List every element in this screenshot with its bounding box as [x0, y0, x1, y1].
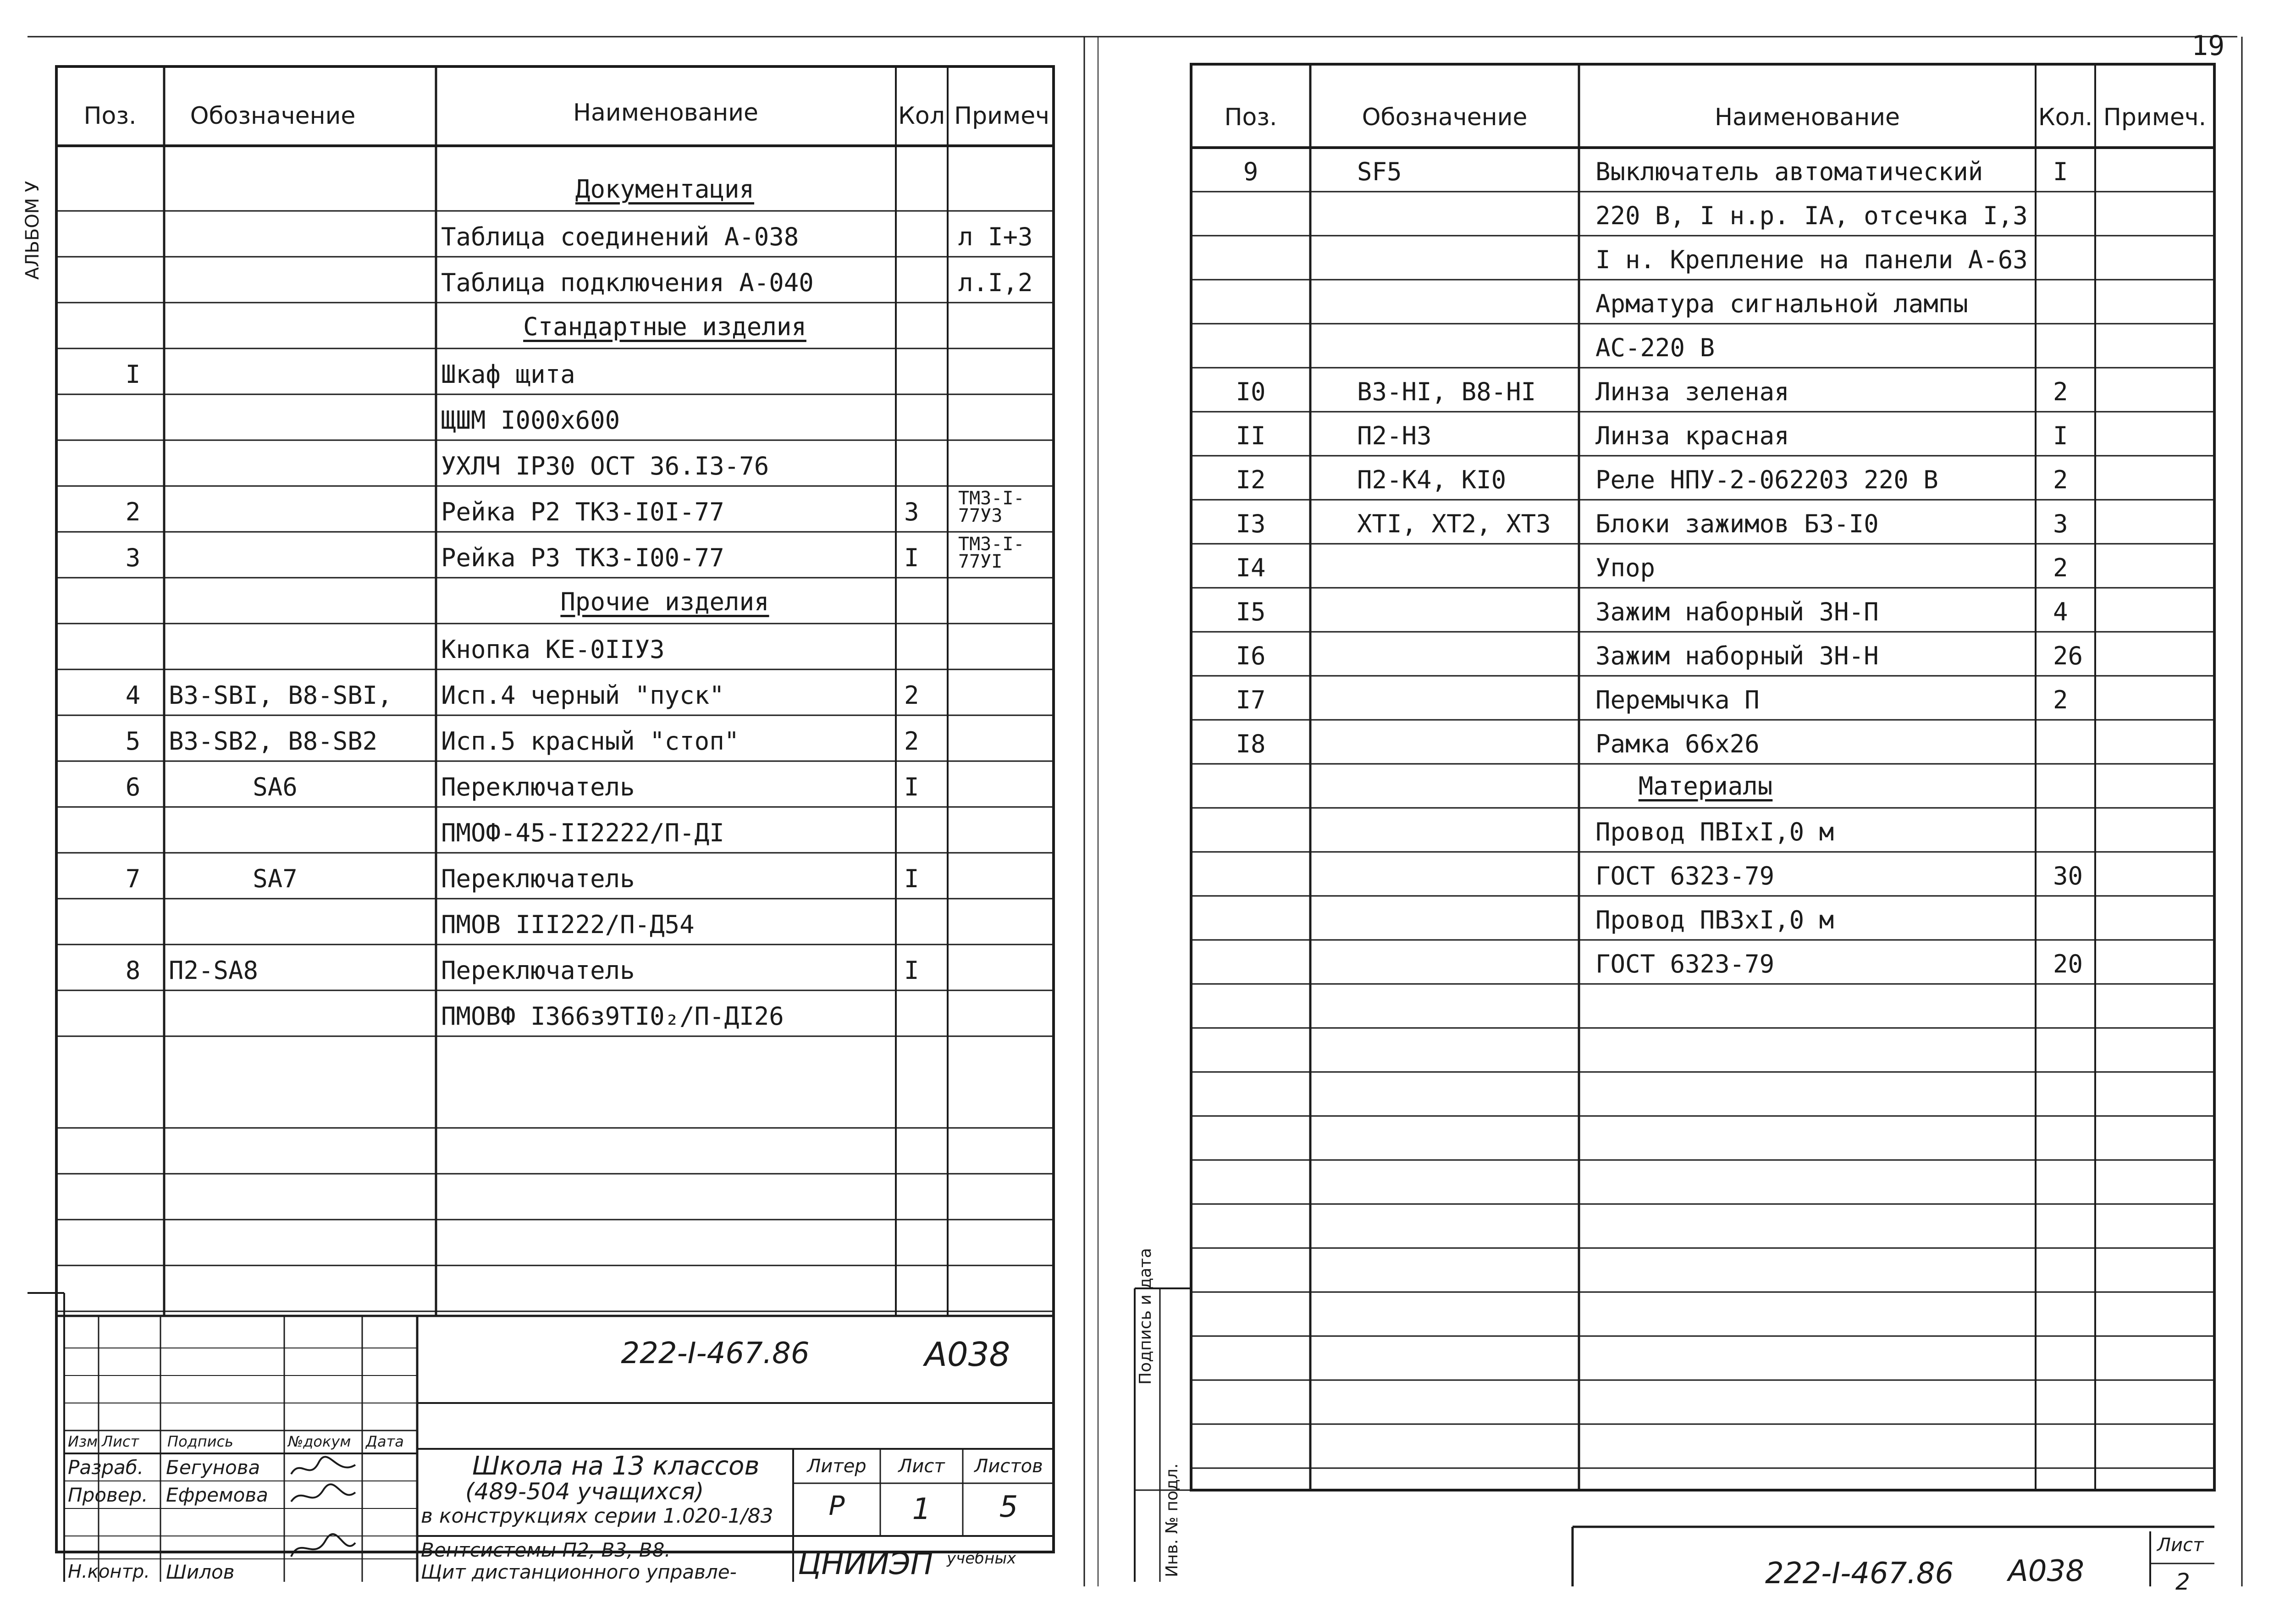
left-cell-name: ЩШМ I000х600 — [441, 406, 620, 435]
left-cell-designation: SA7 — [253, 864, 298, 893]
system-line-2: Щит дистанционного управле- — [421, 1561, 737, 1583]
stamp-col-list: Лист — [102, 1433, 139, 1450]
left-cell-pos: 4 — [125, 681, 141, 710]
right-cell-qty: 4 — [2053, 597, 2068, 626]
org-sub: учебных — [947, 1549, 1016, 1568]
signatures — [287, 1453, 362, 1563]
stamp-col-date: Дата — [366, 1433, 404, 1450]
right-cell-qty: 2 — [2053, 377, 2068, 406]
side-label-inv-no: Инв. № подл. — [1163, 1463, 1181, 1577]
left-cell-qty: 2 — [904, 681, 919, 710]
left-cell-name: Таблица подключения А-040 — [441, 268, 814, 297]
stage-value: Р — [828, 1490, 845, 1521]
right-cell-name: АС-220 В — [1595, 333, 1715, 362]
name-developer: Бегунова — [166, 1456, 260, 1479]
stamp-col-doc-no: №докум — [288, 1433, 351, 1450]
right-cell-designation: ХТI, ХТ2, ХТ3 — [1357, 509, 1551, 538]
right-sheet-value: 2 — [2175, 1569, 2190, 1595]
left-cell-name: Переключатель — [441, 956, 635, 985]
right-cell-name: ГОСТ 6323-79 — [1595, 950, 1775, 978]
sheet-label: Лист — [898, 1456, 945, 1477]
album-label: АЛЬБОМ У — [22, 181, 43, 280]
left-cell-note: л I+3 — [958, 222, 1033, 251]
right-doc-code: 222-I-467.86 — [1765, 1557, 1954, 1591]
left-cell-pos: 6 — [125, 773, 141, 801]
right-cell-pos: I3 — [1236, 509, 1266, 538]
right-cell-qty: 30 — [2053, 862, 2083, 890]
right-cell-name: Реле НПУ-2-062203 220 В — [1595, 465, 1938, 494]
left-cell-pos: 5 — [125, 727, 141, 756]
right-cell-name: Перемычка П — [1595, 685, 1760, 714]
left-header-note: Примеч — [954, 102, 1049, 130]
left-cell-name: Исп.4 черный "пуск" — [441, 681, 724, 710]
left-cell-name: УХЛЧ IР30 ОСТ 36.I3-76 — [441, 452, 769, 481]
name-norm-control: Шилов — [166, 1561, 235, 1583]
right-sheet-label: Лист — [2157, 1535, 2204, 1556]
org-name: ЦНИИЭП — [798, 1546, 933, 1581]
system-line-1: Вентсистемы П2, В3, В8. — [421, 1539, 671, 1561]
right-cell-name: Линза зеленая — [1595, 377, 1789, 406]
left-cell-pos: 8 — [125, 956, 141, 985]
right-cell-qty: 20 — [2053, 950, 2083, 978]
right-cell-designation: П2-Н3 — [1357, 421, 1432, 450]
left-cell-note: л.I,2 — [958, 268, 1033, 297]
right-cell-pos: II — [1236, 421, 1266, 450]
left-cell-designation: В3-SBI, В8-SBI, — [169, 681, 392, 710]
stamp-col-izm: Изм — [68, 1433, 98, 1450]
left-cell-pos: 2 — [125, 497, 141, 526]
right-header-name: Наименование — [1714, 104, 1900, 131]
left-cell-name: Кнопка КЕ-0IIУЗ — [441, 635, 665, 664]
right-cell-name: ГОСТ 6323-79 — [1595, 862, 1775, 890]
role-norm-control: Н.контр. — [68, 1561, 150, 1582]
right-cell-name: Арматура сигнальной лампы — [1595, 289, 1968, 318]
right-cell-designation: П2-К4, КI0 — [1357, 465, 1507, 494]
left-cell-qty: I — [904, 864, 919, 893]
left-cell-qty: 3 — [904, 497, 919, 526]
left-header-name: Наименование — [573, 99, 759, 127]
right-cell-pos: I2 — [1236, 465, 1266, 494]
left-header-designation: Обозначение — [190, 102, 356, 130]
left-cell-note: ТМЗ-I-77УI — [958, 534, 1025, 572]
right-cell-name: 220 В, I н.р. IА, отсечка I,3 — [1595, 201, 2028, 230]
project-line-2: (489-504 учащихся) — [465, 1478, 704, 1505]
right-header-designation: Обозначение — [1362, 104, 1528, 131]
right-header-pos: Поз. — [1224, 104, 1277, 131]
left-cell-name: ПМОВ III222/П-Д54 — [441, 910, 695, 939]
left-cell-pos: I — [125, 360, 141, 389]
left-cell-name: Рейка Р3 ТКЗ-I00-77 — [441, 543, 724, 572]
left-header-pos: Поз. — [83, 102, 137, 130]
right-cell-pos: I7 — [1236, 685, 1266, 714]
right-cell-name: I н. Крепление на панели А-63 — [1595, 245, 2028, 274]
left-cell-name: ПМОВФ I366з9ТI0₂/П-ДI26 — [441, 1002, 784, 1031]
left-cell-name: Рейка Р2 ТКЗ-I0I-77 — [441, 497, 724, 526]
left-cell-name: Таблица соединений А-038 — [441, 222, 799, 251]
left-cell-pos: 7 — [125, 864, 141, 893]
sheets-label: Листов — [974, 1456, 1043, 1477]
right-header-note: Примеч. — [2103, 104, 2207, 131]
right-cell-designation: SF5 — [1357, 157, 1402, 186]
left-sheet-code: А038 — [924, 1335, 1010, 1374]
name-checker: Ефремова — [166, 1484, 268, 1506]
right-sheet-code: А038 — [2008, 1554, 2084, 1588]
right-cell-qty: 3 — [2053, 509, 2068, 538]
right-cell-pos: I8 — [1236, 729, 1266, 758]
right-cell-pos: I6 — [1236, 641, 1266, 670]
right-cell-name: Зажим наборный ЗН-Н — [1595, 641, 1879, 670]
left-cell-designation: В3-SB2, В8-SB2 — [169, 727, 378, 756]
right-cell-pos: 9 — [1243, 157, 1258, 186]
right-cell-pos: I5 — [1236, 597, 1266, 626]
project-line-1: Школа на 13 классов — [472, 1451, 760, 1481]
right-cell-qty: I — [2053, 157, 2068, 186]
stage-label: Литер — [807, 1456, 867, 1477]
left-cell-qty: I — [904, 543, 919, 572]
right-cell-name: Блоки зажимов Б3-I0 — [1595, 509, 1879, 538]
right-cell-name: Выключатель автоматический — [1595, 157, 1983, 186]
right-cell-qty: 26 — [2053, 641, 2083, 670]
left-cell-name: Исп.5 красный "стоп" — [441, 727, 740, 756]
left-cell-designation: П2-SA8 — [169, 956, 259, 985]
right-cell-name: Рамка 66х26 — [1595, 729, 1760, 758]
left-section-heading: Прочие изделия — [560, 587, 769, 616]
left-section-heading: Стандартные изделия — [523, 312, 806, 341]
right-cell-name: Зажим наборный ЗН-П — [1595, 597, 1879, 626]
right-header-qty: Кол. — [2038, 104, 2093, 131]
right-cell-name: Упор — [1595, 553, 1656, 582]
right-cell-name: Линза красная — [1595, 421, 1789, 450]
role-checker: Провер. — [68, 1484, 148, 1506]
left-cell-qty: 2 — [904, 727, 919, 756]
project-line-3: в конструкциях серии 1.020-1/83 — [421, 1504, 773, 1528]
right-section-heading: Материалы — [1638, 772, 1773, 801]
right-cell-pos: I4 — [1236, 553, 1266, 582]
right-cell-name: Провод ПВ3хI,0 м — [1595, 906, 1834, 934]
right-cell-qty: I — [2053, 421, 2068, 450]
right-cell-qty: 2 — [2053, 685, 2068, 714]
page-number: 19 — [2191, 30, 2225, 62]
side-label-sign-date: Подпись и дата — [1136, 1248, 1155, 1385]
right-cell-designation: В3-НI, В8-НI — [1357, 377, 1536, 406]
sheet-value: 1 — [912, 1492, 931, 1526]
role-developer: Разраб. — [68, 1456, 144, 1479]
left-cell-note: ТМЗ-I-77УЗ — [958, 488, 1025, 526]
left-cell-name: Переключатель — [441, 773, 635, 801]
left-cell-designation: SA6 — [253, 773, 298, 801]
stamp-col-signature: Подпись — [167, 1433, 233, 1450]
right-cell-pos: I0 — [1236, 377, 1266, 406]
left-header-qty: Кол — [898, 102, 945, 130]
right-cell-qty: 2 — [2053, 465, 2068, 494]
left-cell-name: Шкаф щита — [441, 360, 575, 389]
left-cell-name: ПМОФ-45-II2222/П-ДI — [441, 818, 724, 847]
left-cell-qty: I — [904, 956, 919, 985]
right-cell-name: Провод ПВIхI,0 м — [1595, 818, 1834, 846]
right-cell-qty: 2 — [2053, 553, 2068, 582]
left-doc-code: 222-I-467.86 — [621, 1337, 810, 1370]
left-cell-name: Переключатель — [441, 864, 635, 893]
left-cell-pos: 3 — [125, 543, 141, 572]
left-cell-qty: I — [904, 773, 919, 801]
sheets-value: 5 — [999, 1490, 1018, 1524]
left-section-heading: Документация — [575, 175, 755, 204]
